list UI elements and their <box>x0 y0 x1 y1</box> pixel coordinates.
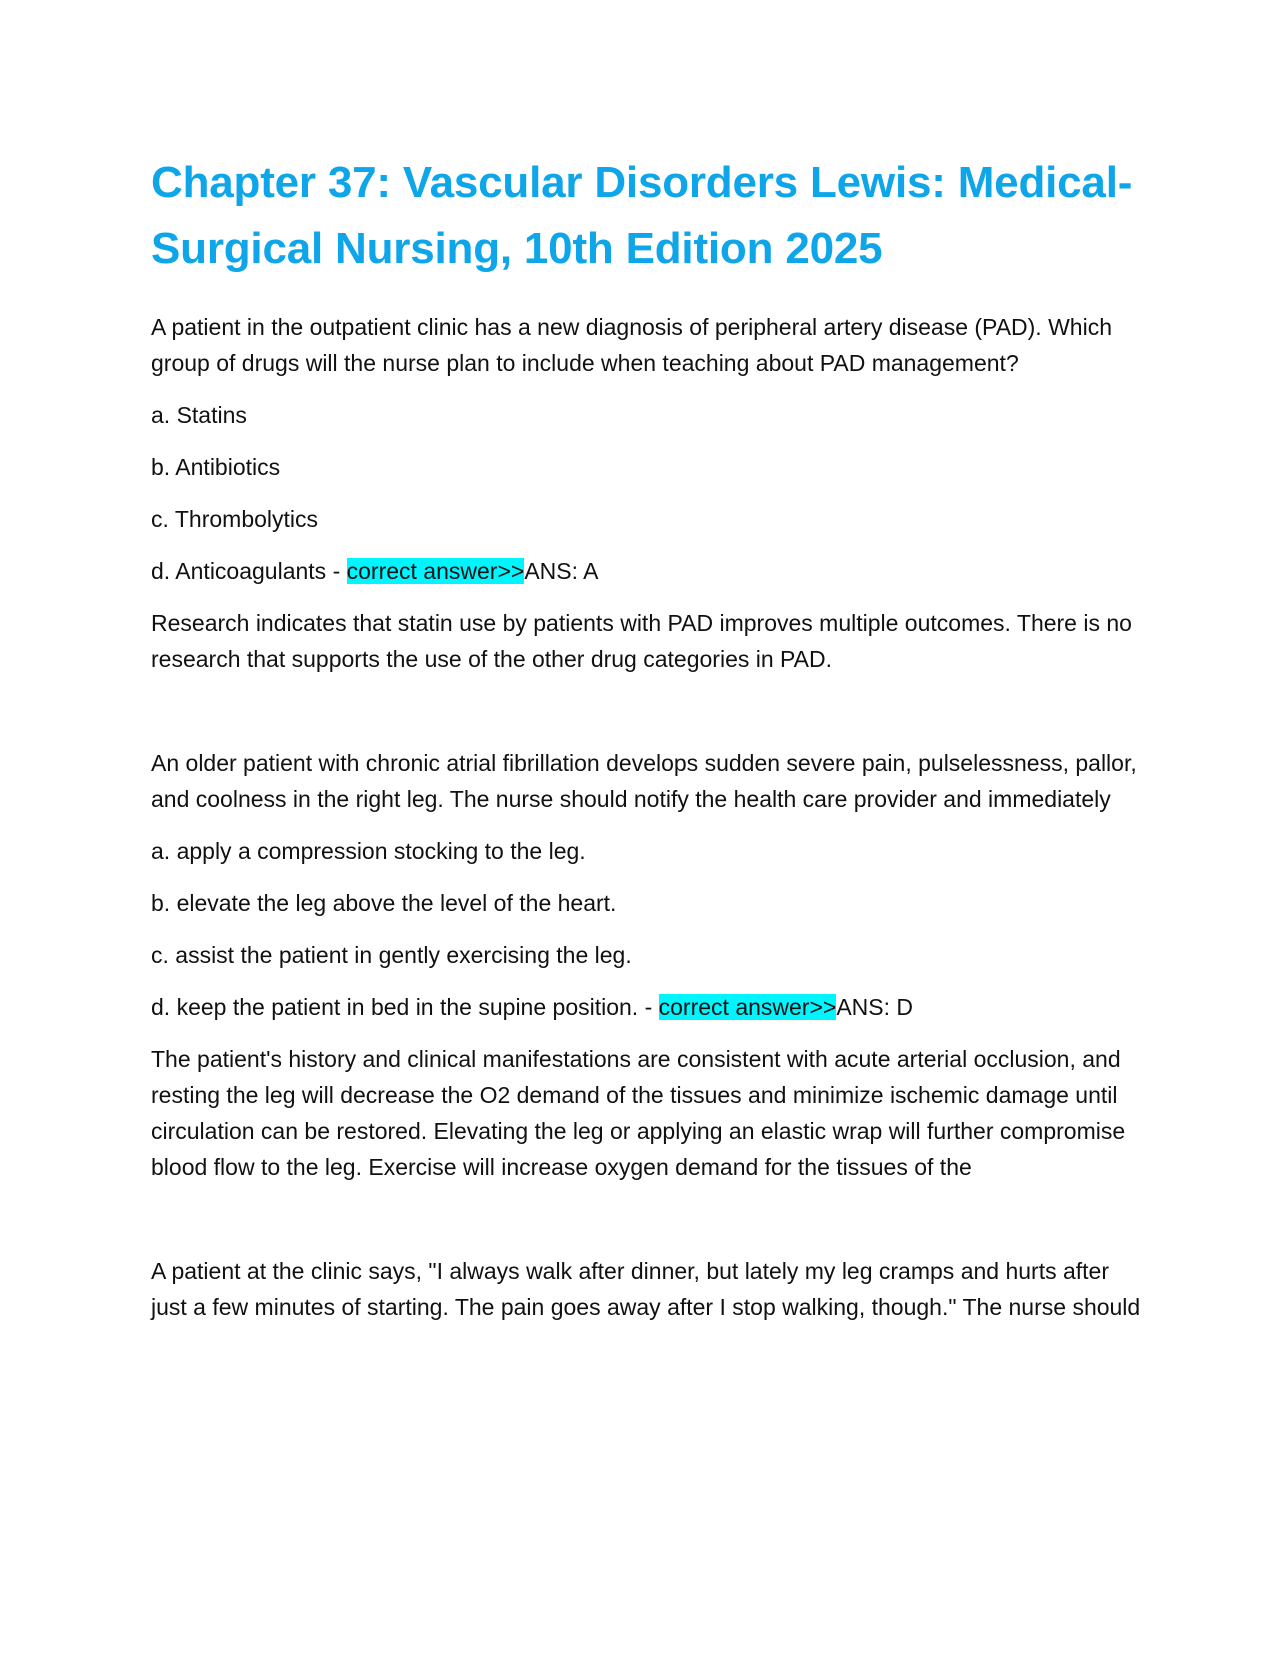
answer-option-b: b. Antibiotics <box>151 454 281 480</box>
question-2 <box>151 745 1141 1185</box>
answer-option-d <box>151 553 1141 589</box>
question-stem: A patient in the outpatient clinic has a new diagnosis of peripheral artery disease (PAD). Which group of drugs will the nurse plan to include when teaching about PAD management? <box>151 314 1112 376</box>
answer-option-a: a. Statins <box>151 402 247 428</box>
question-1 <box>151 309 1141 677</box>
answer-option-c: c. assist the patient in gently exercising the leg. <box>151 942 632 968</box>
rationale: Research indicates that statin use by patients with PAD improves multiple outcomes. There is no research that supports the use of the other drug categories in PAD. <box>151 610 1132 672</box>
correct-answer-highlight: correct answer>> <box>658 994 837 1020</box>
answer-key: ANS: D <box>836 994 914 1020</box>
question-3 <box>151 1253 1141 1325</box>
rationale: The patient's history and clinical manifestations are consistent with acute arterial occlusion, and resting the leg will decrease the O2 demand of the tissues and minimize ischemic damage until circulation can be restored. Elevating the leg or applying an elastic wrap will further compromise blood flow to the leg. Exercise will increase oxygen demand for the tissues of the <box>151 1046 1126 1180</box>
answer-option-d-text: d. Anticoagulants - <box>151 558 347 584</box>
answer-key: ANS: A <box>524 558 599 584</box>
question-stem: A patient at the clinic says, "I always walk after dinner, but lately my leg cramps and hurts after just a few minutes of starting. The pain goes away after I stop walking, though." The nurse should <box>151 1258 1141 1320</box>
answer-option-d <box>151 989 1141 1025</box>
correct-answer-highlight: correct answer>> <box>346 558 525 584</box>
section-gap <box>151 1201 1141 1253</box>
answer-option-b: b. elevate the leg above the level of the heart. <box>151 890 617 916</box>
answer-option-a: a. apply a compression stocking to the leg. <box>151 838 586 864</box>
question-stem: An older patient with chronic atrial fibrillation develops sudden severe pain, pulselessness, pallor, and coolness in the right leg. The nurse should notify the health care provider and immediately <box>151 750 1137 812</box>
answer-option-c: c. Thrombolytics <box>151 506 319 532</box>
section-gap <box>151 693 1141 745</box>
answer-option-d-text: d. keep the patient in bed in the supine position. - <box>151 994 659 1020</box>
document-page <box>151 150 1141 1341</box>
page-title: Chapter 37: Vascular Disorders Lewis: Medical-Surgical Nursing, 10th Edition 2025 <box>151 158 1133 273</box>
